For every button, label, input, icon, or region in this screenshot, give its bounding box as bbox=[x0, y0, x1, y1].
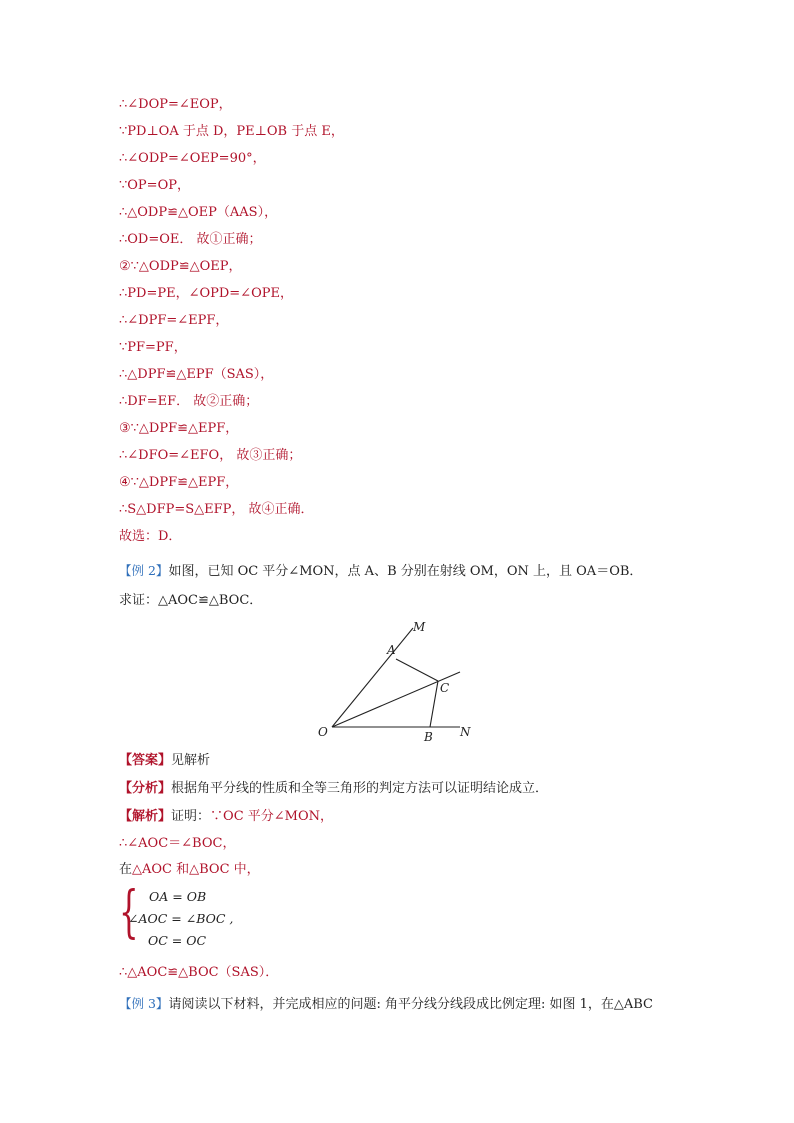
geometry-figure bbox=[310, 616, 482, 744]
example3-tag: 【例 3】 bbox=[119, 996, 169, 1011]
solution-tag: 【解析】 bbox=[119, 809, 172, 824]
proof-line-10: ∵PF=PF， bbox=[119, 340, 187, 355]
answer-line bbox=[119, 752, 210, 770]
example3-text: 请阅读以下材料，并完成相应的问题: 角平分线分线段成比例定理: 如图 1，在△ABC bbox=[168, 997, 653, 1012]
label-n: N bbox=[460, 725, 471, 739]
solution-line-2: ∴∠AOC＝∠BOC， bbox=[119, 836, 236, 851]
proof-line-15: ④∵△DPF≌△EPF， bbox=[119, 475, 239, 490]
example2-statement bbox=[119, 562, 642, 581]
proof-line-17: 故选：D． bbox=[119, 529, 182, 544]
label-c: C bbox=[440, 681, 450, 695]
system-eq-3: OC = OC bbox=[148, 933, 207, 948]
brace-symbol: { bbox=[119, 880, 139, 945]
solution-line3-prefix: 在 bbox=[119, 862, 133, 877]
example3-statement bbox=[119, 995, 653, 1014]
solution-line-3 bbox=[119, 861, 260, 879]
example2-text: 如图，已知 OC 平分∠MON，点 A、B 分别在射线 OM，ON 上，且 OA＝OB． bbox=[168, 564, 643, 579]
label-b: B bbox=[424, 730, 433, 744]
equation-system bbox=[119, 880, 259, 951]
solution-line bbox=[119, 808, 333, 826]
label-o: O bbox=[318, 725, 328, 739]
proof-line-8: ∴PD=PE，∠OPD=∠OPE， bbox=[119, 286, 293, 301]
system-eq-1: OA = OB bbox=[149, 889, 207, 904]
proof-line-4: ∵OP=OP， bbox=[119, 178, 190, 193]
proof-line-1: ∴∠DOP=∠EOP， bbox=[119, 97, 232, 112]
answer-text: 见解析 bbox=[171, 753, 211, 768]
analysis-text: 根据角平分线的性质和全等三角形的判定方法可以证明结论成立． bbox=[171, 781, 549, 796]
proof-line-11: ∴△DPF≌△EPF（SAS）， bbox=[119, 367, 274, 382]
system-eq-2: ∠AOC = ∠BOC , bbox=[128, 911, 234, 926]
label-a: A bbox=[387, 643, 396, 657]
proof-line-12: ∴DF=EF． 故②正确； bbox=[119, 394, 259, 409]
proof-line-3: ∴∠ODP=∠OEP=90°， bbox=[119, 151, 266, 166]
solution-line3-body: △AOC 和△BOC 中， bbox=[132, 862, 260, 877]
geometry-svg bbox=[310, 616, 482, 744]
ray-om bbox=[332, 628, 413, 727]
solution-intro: 证明： bbox=[171, 809, 211, 824]
answer-tag: 【答案】 bbox=[119, 753, 172, 768]
proof-line-14: ∴∠DFO=∠EFO， 故③正确； bbox=[119, 448, 302, 463]
example2-prove: 求证：△AOC≌△BOC． bbox=[119, 593, 263, 608]
solution-conclusion: ∴△AOC≌△BOC（SAS）． bbox=[119, 965, 279, 980]
proof-line-13: ③∵△DPF≌△EPF， bbox=[119, 421, 239, 436]
solution-first: ∵OC 平分∠MON， bbox=[210, 809, 334, 824]
analysis-line bbox=[119, 780, 548, 798]
proof-line-2: ∵PD⊥OA 于点 D，PE⊥OB 于点 E， bbox=[119, 124, 344, 139]
segment-ac bbox=[396, 659, 438, 681]
proof-line-7: ②∵△ODP≌△OEP， bbox=[119, 259, 242, 274]
segment-cb bbox=[430, 681, 438, 727]
example2-tag: 【例 2】 bbox=[119, 563, 169, 578]
label-m: M bbox=[413, 620, 426, 634]
proof-line-5: ∴△ODP≌△OEP（AAS）， bbox=[119, 205, 278, 220]
proof-line-16: ∴S△DFP=S△EFP， 故④正确． bbox=[119, 502, 314, 517]
proof-line-9: ∴∠DPF=∠EPF， bbox=[119, 313, 229, 328]
proof-line-6: ∴OD=OE． 故①正确； bbox=[119, 232, 262, 247]
analysis-tag: 【分析】 bbox=[119, 781, 172, 796]
